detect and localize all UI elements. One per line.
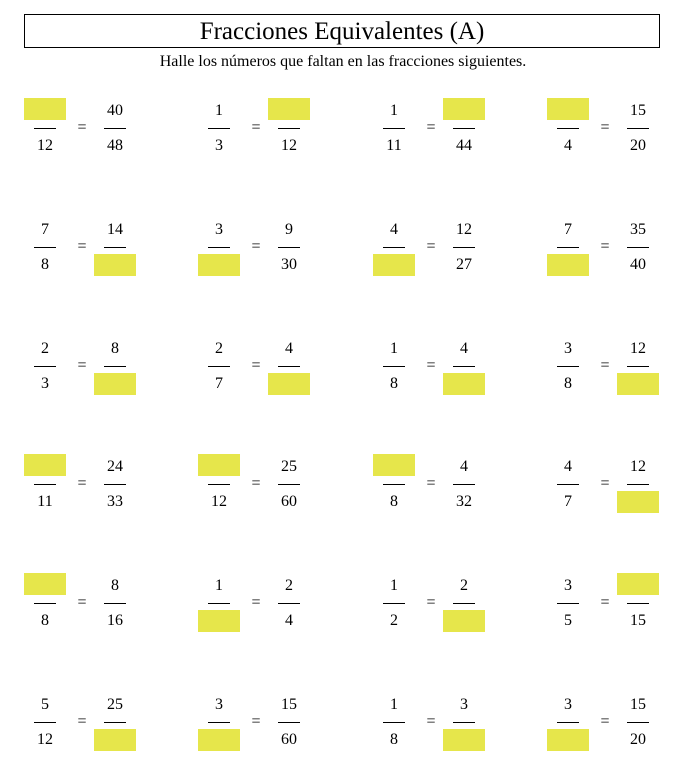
numerator: 3 — [215, 221, 223, 238]
numerator: 14 — [107, 221, 123, 238]
equals-sign: = — [426, 713, 436, 730]
numerator: 4 — [390, 221, 398, 238]
problem-15 — [371, 454, 511, 514]
fraction-bar — [627, 247, 649, 248]
fraction-bar — [557, 128, 579, 129]
fraction-bar — [453, 247, 475, 248]
fraction-bar — [104, 484, 126, 485]
equals-sign: = — [426, 119, 436, 136]
answer-blank[interactable] — [443, 98, 485, 120]
fraction-bar — [278, 366, 300, 367]
fraction-bar — [557, 247, 579, 248]
problem-23 — [371, 692, 511, 752]
numerator: 15 — [281, 696, 297, 713]
fraction-bar — [383, 484, 405, 485]
answer-blank[interactable] — [24, 573, 66, 595]
numerator: 2 — [215, 340, 223, 357]
right-fraction — [441, 692, 487, 752]
left-fraction — [545, 98, 591, 158]
numerator: 25 — [281, 458, 297, 475]
denominator: 48 — [107, 137, 123, 154]
denominator: 12 — [281, 137, 297, 154]
right-fraction — [266, 336, 312, 396]
problem-19 — [371, 573, 511, 633]
fraction-bar — [34, 722, 56, 723]
answer-blank[interactable] — [547, 729, 589, 751]
right-fraction — [266, 692, 312, 752]
fraction-bar — [383, 366, 405, 367]
numerator: 1 — [390, 340, 398, 357]
problem-5 — [22, 217, 162, 277]
denominator: 20 — [630, 137, 646, 154]
right-fraction — [615, 98, 661, 158]
numerator: 3 — [564, 577, 572, 594]
numerator: 35 — [630, 221, 646, 238]
equals-sign: = — [251, 594, 261, 611]
problem-22 — [196, 692, 336, 752]
denominator: 20 — [630, 731, 646, 748]
right-fraction — [266, 217, 312, 277]
fraction-bar — [208, 603, 230, 604]
denominator: 8 — [390, 375, 398, 392]
numerator: 7 — [564, 221, 572, 238]
numerator: 2 — [460, 577, 468, 594]
left-fraction — [371, 573, 417, 633]
left-fraction — [22, 336, 68, 396]
problem-2 — [196, 98, 336, 158]
fraction-bar — [453, 603, 475, 604]
left-fraction — [545, 454, 591, 514]
fraction-bar — [278, 247, 300, 248]
left-fraction — [371, 692, 417, 752]
fraction-bar — [104, 366, 126, 367]
answer-blank[interactable] — [268, 98, 310, 120]
problem-20 — [545, 573, 676, 633]
denominator: 5 — [564, 612, 572, 629]
problem-14 — [196, 454, 336, 514]
denominator: 60 — [281, 731, 297, 748]
answer-blank[interactable] — [94, 373, 136, 395]
fraction-bar — [383, 247, 405, 248]
denominator: 3 — [215, 137, 223, 154]
denominator: 8 — [41, 612, 49, 629]
right-fraction — [615, 692, 661, 752]
equals-sign: = — [600, 713, 610, 730]
fraction-bar — [104, 247, 126, 248]
answer-blank[interactable] — [373, 254, 415, 276]
left-fraction — [371, 336, 417, 396]
equals-sign: = — [77, 357, 87, 374]
fraction-bar — [278, 484, 300, 485]
problem-18 — [196, 573, 336, 633]
denominator: 7 — [215, 375, 223, 392]
fraction-bar — [557, 722, 579, 723]
equals-sign: = — [251, 713, 261, 730]
fraction-bar — [278, 603, 300, 604]
right-fraction — [615, 573, 661, 633]
answer-blank[interactable] — [198, 254, 240, 276]
right-fraction — [441, 454, 487, 514]
equals-sign: = — [600, 357, 610, 374]
fraction-bar — [34, 128, 56, 129]
fraction-bar — [453, 366, 475, 367]
answer-blank[interactable] — [547, 254, 589, 276]
numerator: 3 — [564, 340, 572, 357]
denominator: 11 — [386, 137, 402, 154]
equals-sign: = — [600, 475, 610, 492]
problem-6 — [196, 217, 336, 277]
numerator: 2 — [285, 577, 293, 594]
denominator: 32 — [456, 493, 472, 510]
equals-sign: = — [251, 119, 261, 136]
fraction-bar — [557, 603, 579, 604]
left-fraction — [22, 692, 68, 752]
left-fraction — [545, 336, 591, 396]
denominator: 8 — [390, 731, 398, 748]
right-fraction — [615, 217, 661, 277]
fraction-bar — [34, 247, 56, 248]
fraction-bar — [627, 722, 649, 723]
fraction-bar — [104, 603, 126, 604]
left-fraction — [196, 573, 242, 633]
numerator: 2 — [41, 340, 49, 357]
right-fraction — [266, 454, 312, 514]
right-fraction — [266, 573, 312, 633]
numerator: 4 — [460, 340, 468, 357]
denominator: 12 — [37, 731, 53, 748]
numerator: 15 — [630, 696, 646, 713]
fraction-bar — [208, 247, 230, 248]
equals-sign: = — [77, 238, 87, 255]
right-fraction — [266, 98, 312, 158]
answer-blank[interactable] — [617, 573, 659, 595]
equals-sign: = — [600, 238, 610, 255]
answer-blank[interactable] — [94, 254, 136, 276]
fraction-bar — [278, 128, 300, 129]
numerator: 3 — [215, 696, 223, 713]
right-fraction — [441, 98, 487, 158]
problem-24 — [545, 692, 676, 752]
answer-blank[interactable] — [94, 729, 136, 751]
fraction-bar — [627, 128, 649, 129]
fraction-bar — [453, 722, 475, 723]
fraction-bar — [557, 484, 579, 485]
numerator: 40 — [107, 102, 123, 119]
answer-blank[interactable] — [443, 610, 485, 632]
numerator: 7 — [41, 221, 49, 238]
left-fraction — [22, 98, 68, 158]
right-fraction — [615, 454, 661, 514]
denominator: 4 — [564, 137, 572, 154]
numerator: 12 — [630, 340, 646, 357]
answer-blank[interactable] — [443, 729, 485, 751]
numerator: 12 — [456, 221, 472, 238]
denominator: 44 — [456, 137, 472, 154]
denominator: 8 — [390, 493, 398, 510]
answer-blank[interactable] — [24, 98, 66, 120]
fraction-bar — [208, 128, 230, 129]
answer-blank[interactable] — [373, 454, 415, 476]
answer-blank[interactable] — [443, 373, 485, 395]
denominator: 8 — [564, 375, 572, 392]
numerator: 4 — [285, 340, 293, 357]
numerator: 9 — [285, 221, 293, 238]
equals-sign: = — [426, 475, 436, 492]
left-fraction — [196, 692, 242, 752]
answer-blank[interactable] — [198, 454, 240, 476]
equals-sign: = — [426, 357, 436, 374]
fraction-bar — [208, 366, 230, 367]
numerator: 25 — [107, 696, 123, 713]
problem-1 — [22, 98, 162, 158]
numerator: 1 — [390, 102, 398, 119]
equals-sign: = — [77, 475, 87, 492]
numerator: 5 — [41, 696, 49, 713]
right-fraction — [92, 217, 138, 277]
worksheet-title: Fracciones Equivalentes (A) — [24, 14, 660, 48]
right-fraction — [92, 573, 138, 633]
denominator: 27 — [456, 256, 472, 273]
denominator: 33 — [107, 493, 123, 510]
left-fraction — [22, 454, 68, 514]
left-fraction — [371, 217, 417, 277]
left-fraction — [22, 217, 68, 277]
left-fraction — [196, 98, 242, 158]
answer-blank[interactable] — [198, 610, 240, 632]
equals-sign: = — [251, 357, 261, 374]
left-fraction — [22, 573, 68, 633]
left-fraction — [545, 217, 591, 277]
numerator: 12 — [630, 458, 646, 475]
problem-3 — [371, 98, 511, 158]
fraction-bar — [278, 722, 300, 723]
fraction-bar — [383, 722, 405, 723]
problem-12 — [545, 336, 676, 396]
fraction-bar — [104, 722, 126, 723]
numerator: 4 — [564, 458, 572, 475]
numerator: 15 — [630, 102, 646, 119]
equals-sign: = — [77, 594, 87, 611]
fraction-bar — [627, 603, 649, 604]
right-fraction — [92, 336, 138, 396]
problem-16 — [545, 454, 676, 514]
numerator: 8 — [111, 340, 119, 357]
right-fraction — [92, 454, 138, 514]
right-fraction — [92, 692, 138, 752]
problem-17 — [22, 573, 162, 633]
fraction-bar — [627, 366, 649, 367]
equals-sign: = — [251, 238, 261, 255]
right-fraction — [615, 336, 661, 396]
answer-blank[interactable] — [24, 454, 66, 476]
numerator: 3 — [460, 696, 468, 713]
left-fraction — [545, 692, 591, 752]
equals-sign: = — [426, 238, 436, 255]
denominator: 12 — [37, 137, 53, 154]
fraction-bar — [383, 128, 405, 129]
problem-4 — [545, 98, 676, 158]
problem-11 — [371, 336, 511, 396]
answer-blank[interactable] — [617, 491, 659, 513]
fraction-bar — [383, 603, 405, 604]
left-fraction — [371, 98, 417, 158]
fraction-bar — [208, 722, 230, 723]
left-fraction — [196, 336, 242, 396]
denominator: 30 — [281, 256, 297, 273]
denominator: 60 — [281, 493, 297, 510]
left-fraction — [545, 573, 591, 633]
answer-blank[interactable] — [547, 98, 589, 120]
equals-sign: = — [426, 594, 436, 611]
fraction-bar — [34, 484, 56, 485]
worksheet-instructions: Halle los números que faltan en las fracciones siguientes. — [159, 53, 527, 70]
fraction-bar — [453, 128, 475, 129]
right-fraction — [441, 217, 487, 277]
left-fraction — [371, 454, 417, 514]
denominator: 7 — [564, 493, 572, 510]
numerator: 1 — [390, 577, 398, 594]
problem-9 — [22, 336, 162, 396]
fraction-bar — [208, 484, 230, 485]
numerator: 1 — [390, 696, 398, 713]
numerator: 3 — [564, 696, 572, 713]
denominator: 16 — [107, 612, 123, 629]
left-fraction — [196, 217, 242, 277]
problem-7 — [371, 217, 511, 277]
fraction-bar — [34, 603, 56, 604]
left-fraction — [196, 454, 242, 514]
answer-blank[interactable] — [198, 729, 240, 751]
denominator: 11 — [37, 493, 53, 510]
numerator: 4 — [460, 458, 468, 475]
fraction-bar — [453, 484, 475, 485]
fraction-bar — [104, 128, 126, 129]
problem-21 — [22, 692, 162, 752]
right-fraction — [441, 573, 487, 633]
fraction-bar — [34, 366, 56, 367]
answer-blank[interactable] — [617, 373, 659, 395]
right-fraction — [441, 336, 487, 396]
right-fraction — [92, 98, 138, 158]
problem-10 — [196, 336, 336, 396]
equals-sign: = — [77, 119, 87, 136]
equals-sign: = — [600, 594, 610, 611]
equals-sign: = — [251, 475, 261, 492]
equals-sign: = — [600, 119, 610, 136]
fraction-bar — [557, 366, 579, 367]
denominator: 3 — [41, 375, 49, 392]
fraction-bar — [627, 484, 649, 485]
denominator: 8 — [41, 256, 49, 273]
numerator: 8 — [111, 577, 119, 594]
problem-8 — [545, 217, 676, 277]
denominator: 40 — [630, 256, 646, 273]
denominator: 2 — [390, 612, 398, 629]
answer-blank[interactable] — [268, 373, 310, 395]
denominator: 4 — [285, 612, 293, 629]
numerator: 1 — [215, 577, 223, 594]
problem-13 — [22, 454, 162, 514]
denominator: 15 — [630, 612, 646, 629]
numerator: 1 — [215, 102, 223, 119]
numerator: 24 — [107, 458, 123, 475]
equals-sign: = — [77, 713, 87, 730]
denominator: 12 — [211, 493, 227, 510]
